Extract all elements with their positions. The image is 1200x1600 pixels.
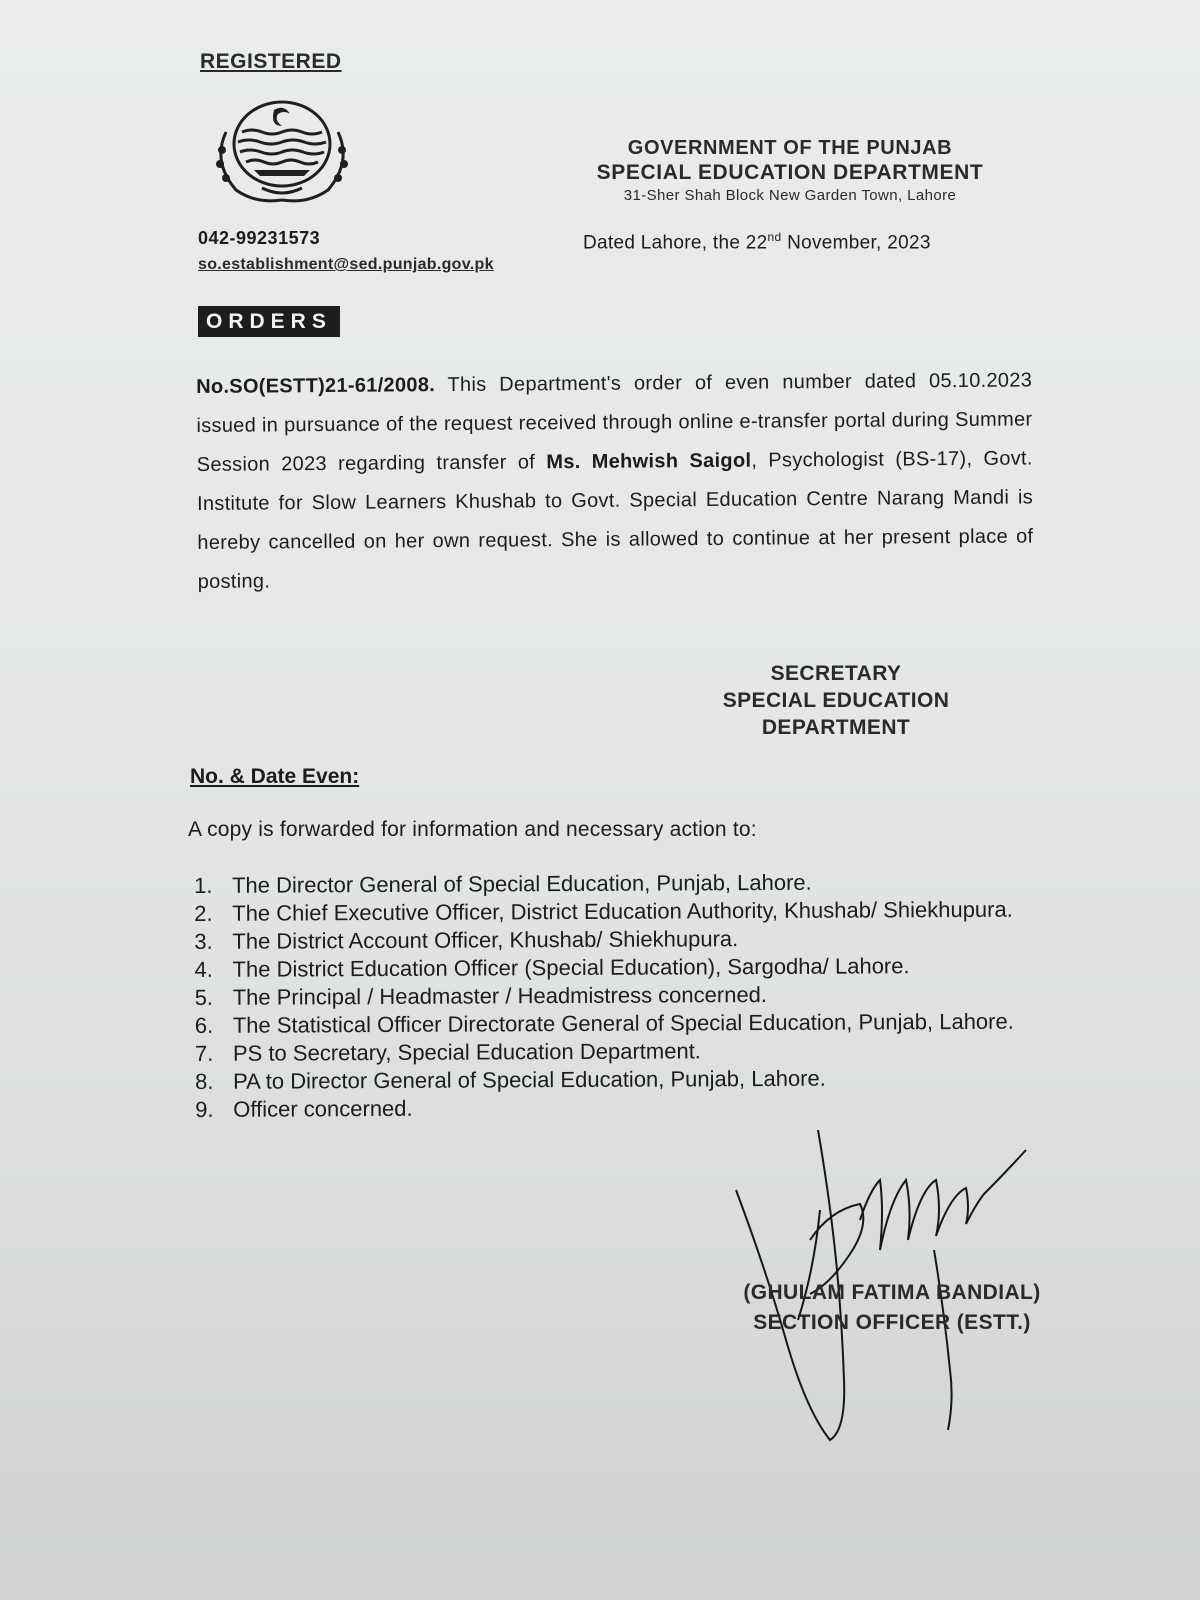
list-item-text: PS to Secretary, Special Education Department. [232,1038,701,1066]
letter-date [583,230,931,254]
list-item-text: The District Account Officer, Khushab/ Shiekhupura. [232,926,739,954]
secretary-line-3: DEPARTMENT [761,716,911,739]
list-item-text: The Director General of Special Education, Punjab, Lahore. [232,869,812,898]
secretary-line-2: SPECIAL EDUCATION [722,689,950,712]
list-item [191,1063,1051,1096]
distribution-intro: A copy is forwarded for information and necessary action to: [188,818,757,841]
list-item-text: PA to Director General of Special Education, Punjab, Lahore. [233,1065,826,1094]
list-item-number: 1. [194,872,213,898]
order-paragraph [196,361,1034,602]
list-item-number: 9. [195,1096,214,1122]
order-number: No.SO(ESTT)21-61/2008. [196,374,436,398]
punjab-emblem-icon [208,96,356,208]
list-item [191,979,1051,1012]
signatory-name: (GHULAM FATIMA BANDIAL) [743,1281,1041,1304]
department-title: SPECIAL EDUCATION DEPARTMENT [596,161,984,184]
department-header [580,136,1000,206]
list-item-text: The Principal / Headmaster / Headmistress concerned. [232,981,768,1010]
list-item [191,1035,1051,1068]
list-item-number: 6. [194,1012,214,1038]
signatory-block [712,1278,1072,1338]
list-item [190,867,1050,900]
list-item-number: 8. [195,1068,214,1094]
list-item-text: The District Education Officer (Special Education), Sargodha/ Lahore. [232,953,910,982]
distribution-list [190,867,1051,1123]
list-item-number: 7. [194,1040,214,1066]
secretary-line-1: SECRETARY [770,662,902,685]
list-item [190,951,1050,984]
date-prefix: Dated Lahore, the 22 [583,232,768,254]
list-item [190,895,1050,928]
date-ordinal: nd [767,230,782,244]
list-item-number: 2. [194,900,213,926]
department-address: 31-Sher Shah Block New Garden Town, Lahore [623,187,957,204]
order-text-part-1: This Department's order of even number dated 05.10.2023 issued in pursuance of the request received through online e-transfer portal during Summer Session 2023 regarding transfer of [196,369,1033,476]
list-item-number: 4. [194,956,213,982]
list-item-number: 3. [194,928,213,954]
list-item [191,1007,1051,1040]
distribution-heading: No. & Date Even: [190,765,360,788]
government-title: GOVERNMENT OF THE PUNJAB [627,137,953,159]
list-item-text: The Statistical Officer Directorate General of Special Education, Punjab, Lahore. [232,1008,1014,1038]
order-text-part-2: , Psychologist (BS-17), Govt. Institute for Slow Learners Khushab to Govt. Special Education Centre Narang Mandi is hereby cancelled on her own request. She is allowed to continue at her present place of posting. [196,447,1034,593]
list-item-text: Officer concerned. [233,1095,413,1122]
list-item-number: 5. [194,984,214,1010]
list-item [190,923,1050,956]
phone-number: 042-99231573 [198,228,321,248]
registered-label: REGISTERED [200,50,342,73]
email-address: so.establishment@sed.punjab.gov.pk [198,256,494,273]
orders-heading: ORDERS [198,306,340,337]
employee-name: Ms. Mehwish Saigol [546,449,752,474]
list-item-text: The Chief Executive Officer, District Education Authority, Khushab/ Shiekhupura. [232,896,1013,926]
date-suffix: November, 2023 [781,232,931,254]
signatory-title: SECTION OFFICER (ESTT.) [753,1311,1031,1334]
secretary-block [700,660,972,741]
